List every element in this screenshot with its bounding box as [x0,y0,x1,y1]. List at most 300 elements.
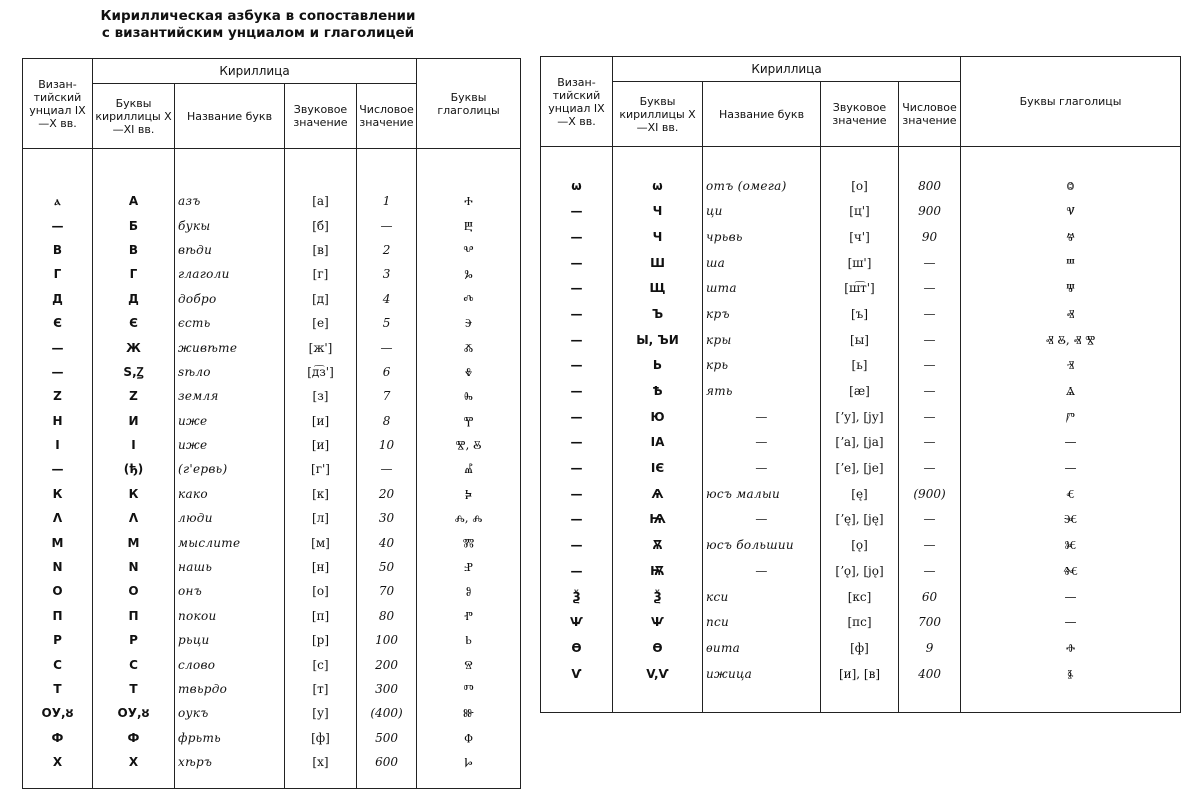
cyrillic-letter: Ч [613,224,703,250]
numeric-value: 90 [899,224,961,250]
letter-name: кры [703,327,821,353]
numeric-value: 6 [357,360,417,384]
byzantine-letter: — [541,378,613,404]
byzantine-letter: — [541,250,613,276]
numeric-value: 2 [357,238,417,262]
spacer-cell [417,774,521,789]
numeric-value: — [899,558,961,584]
numeric-value: 5 [357,311,417,335]
letter-name: рьци [175,628,285,652]
letter-name: фрьть [175,726,285,750]
glagolitic-letter: Ⱘ [961,532,1181,558]
glagolitic-letter: Ⱓ [961,404,1181,430]
table-row [541,430,1181,456]
spacer-cell [821,686,899,712]
byzantine-letter: — [541,301,613,327]
spacer-cell [285,774,357,789]
cyrillic-letter: ΙЄ [613,455,703,481]
glagolitic-letter: Ⱁ [417,579,521,603]
sound-value: [у] [285,701,357,725]
table-row [23,213,521,237]
header-glagolitic: Буквы глаголицы [961,57,1181,147]
sound-value: [д] [285,287,357,311]
letter-name: отъ (омега) [703,173,821,199]
numeric-value: 40 [357,530,417,554]
glagolitic-letter: Ⰰ [417,189,521,213]
cyrillic-letter: Ъ [613,301,703,327]
table-row [23,384,521,408]
glagolitic-letter: Ⱑ [961,378,1181,404]
numeric-value: 100 [357,628,417,652]
glagolitic-letter: Ⰵ [417,311,521,335]
cyrillic-letter: ОУ,ȣ [93,701,175,725]
cyrillic-letter: Ѧ [613,481,703,507]
letter-name: слово [175,652,285,676]
letter-name: ижица [703,661,821,687]
table-row [23,409,521,433]
glagolitic-letter: Ⰴ [417,287,521,311]
glagolitic-letter: Ⰱ [417,213,521,237]
table-row [23,335,521,359]
header-cyrillic-group: Кириллица [613,57,961,82]
cyrillic-letter: М [93,530,175,554]
glagolitic-letter: — [961,455,1181,481]
numeric-value: — [899,430,961,456]
glagolitic-letter: Ⱚ [961,635,1181,661]
cyrillic-letter: Ю [613,404,703,430]
byzantine-letter: Ѱ [541,609,613,635]
table-row [23,262,521,286]
sound-value: [ь] [821,353,899,379]
numeric-value: 1 [357,189,417,213]
table-spacer-row [23,774,521,789]
numeric-value: — [899,507,961,533]
table-row [541,609,1181,635]
table-row [23,677,521,701]
cyrillic-letter: Ш [613,250,703,276]
numeric-value: — [899,378,961,404]
cyrillic-letter: ω [613,173,703,199]
cyrillic-letter: Ѳ [613,635,703,661]
spacer-cell [23,149,93,190]
numeric-value: — [357,457,417,481]
spacer-cell [613,147,703,173]
numeric-value: 4 [357,287,417,311]
numeric-value: 800 [899,173,961,199]
header-byzantine: Визан-тийский унциал IX—X вв. [23,59,93,149]
header-sound-value: Звуковое значение [285,84,357,149]
byzantine-letter: М [23,530,93,554]
letter-name: онъ [175,579,285,603]
cyrillic-letter: К [93,482,175,506]
byzantine-letter: — [541,404,613,430]
table-row [541,173,1181,199]
byzantine-letter: — [23,213,93,237]
byzantine-letter: Ѵ [541,661,613,687]
sound-value: [м] [285,530,357,554]
spacer-cell [175,149,285,190]
cyrillic-letter: Ѭ [613,558,703,584]
spacer-cell [93,149,175,190]
table-row [541,301,1181,327]
numeric-value: 300 [357,677,417,701]
cyrillic-letter: Б [93,213,175,237]
table-row [23,189,521,213]
glagolitic-letter: Ⱙ [961,558,1181,584]
sound-value: [ʼе], [jе] [821,455,899,481]
byzantine-letter: Р [23,628,93,652]
glagolitic-letter: Ⰷ [417,360,521,384]
spacer-cell [93,774,175,789]
table-left-body [23,149,521,789]
table-spacer-row [541,686,1181,712]
byzantine-letter: — [541,198,613,224]
letter-name: нашь [175,555,285,579]
spacer-cell [821,147,899,173]
cyrillic-letter: Т [93,677,175,701]
letter-name: хѣръ [175,750,285,774]
numeric-value: 9 [899,635,961,661]
letter-name: шта [703,275,821,301]
sound-value: [е] [285,311,357,335]
letter-name: како [175,482,285,506]
glagolitic-letter: Ⱌ [961,198,1181,224]
glagolitic-letter: Ⰲ [417,238,521,262]
glagolitic-letter: Ⱗ [961,507,1181,533]
letter-name: твьрдо [175,677,285,701]
table-row [541,558,1181,584]
table-row [541,635,1181,661]
letter-name: кръ [703,301,821,327]
sound-value: [г] [285,262,357,286]
sound-value: [т] [285,677,357,701]
letter-name: — [703,558,821,584]
numeric-value: 900 [899,198,961,224]
spacer-cell [961,147,1181,173]
sound-value: [ж'] [285,335,357,359]
sound-value: [ʼę], [ję] [821,507,899,533]
sound-value: [с] [285,652,357,676]
sound-value: [ф] [285,726,357,750]
numeric-value: 600 [357,750,417,774]
table-row [23,238,521,262]
letter-name: — [703,430,821,456]
letter-name: добро [175,287,285,311]
byzantine-letter: — [541,430,613,456]
byzantine-letter: — [541,455,613,481]
title-line-2: с византийским унциалом и глаголицей [101,25,415,41]
numeric-value: 10 [357,433,417,457]
byzantine-letter: Г [23,262,93,286]
sound-value: [о] [285,579,357,603]
header-glagolitic: Буквы глаголицы [417,59,521,149]
cyrillic-letter: Ь [613,353,703,379]
alphabet-table-left [22,58,521,789]
cyrillic-letter: Ч [613,198,703,224]
sound-value: [æ] [821,378,899,404]
header-cyrillic-letters: Буквы кириллицы X—XI вв. [613,82,703,147]
table-row [23,457,521,481]
glagolitic-letter: Ⰹ [417,409,521,433]
cyrillic-letter: І [93,433,175,457]
numeric-value: — [899,532,961,558]
byzantine-letter: Н [23,409,93,433]
glagolitic-letter: Ⱏ [961,301,1181,327]
letter-name: єсть [175,311,285,335]
cyrillic-letter: Ф [93,726,175,750]
sound-value: [ы] [821,327,899,353]
byzantine-letter: Х [23,750,93,774]
byzantine-letter: N [23,555,93,579]
byzantine-letter: — [23,335,93,359]
sound-value: [х] [285,750,357,774]
byzantine-letter: — [23,360,93,384]
byzantine-letter: Ѯ [541,584,613,610]
byzantine-letter: — [541,532,613,558]
table-spacer-row [541,147,1181,173]
byzantine-letter: Ѳ [541,635,613,661]
glagolitic-letter: Ⱆ [417,701,521,725]
page-title [88,8,428,42]
byzantine-letter: — [541,353,613,379]
cyrillic-letter: Д [93,287,175,311]
glagolitic-letter: Ⱇ [417,726,521,750]
header-letter-names: Название букв [175,84,285,149]
cyrillic-letter: Щ [613,275,703,301]
sound-value: [г'] [285,457,357,481]
table-row [23,726,521,750]
glagolitic-letter: Ⱀ [417,555,521,579]
glagolitic-letter: Ⱉ [961,173,1181,199]
numeric-value: 70 [357,579,417,603]
letter-name: мыслите [175,530,285,554]
table-row [23,360,521,384]
cyrillic-letter: А [93,189,175,213]
letter-name: — [703,404,821,430]
spacer-cell [357,149,417,190]
glagolitic-letter: Ⰼ [417,457,521,481]
byzantine-letter: І [23,433,93,457]
sound-value: [в] [285,238,357,262]
glagolitic-letter: Ⱂ [417,604,521,628]
numeric-value: — [899,301,961,327]
header-numeric-value: Числовое значение [357,84,417,149]
letter-name: — [703,455,821,481]
numeric-value: 20 [357,482,417,506]
numeric-value: (900) [899,481,961,507]
byzantine-letter: С [23,652,93,676]
spacer-cell [703,147,821,173]
glagolitic-letter: Ⱅ [417,677,521,701]
letter-name: земля [175,384,285,408]
header-sound-value: Звуковое значение [821,82,899,147]
sound-value: [ф] [821,635,899,661]
table-row [23,750,521,774]
letter-name: ѳита [703,635,821,661]
numeric-value: 30 [357,506,417,530]
cyrillic-letter: С [93,652,175,676]
table-row [23,506,521,530]
letter-name: вѣди [175,238,285,262]
byzantine-letter: В [23,238,93,262]
cyrillic-letter: И [93,409,175,433]
sound-value: [б] [285,213,357,237]
cyrillic-letter: Г [93,262,175,286]
numeric-value: — [899,404,961,430]
glagolitic-letter: Ⱎ [961,250,1181,276]
letter-name: оукъ [175,701,285,725]
sound-value: [кс] [821,584,899,610]
table-row [541,275,1181,301]
sound-value: [ш͡т'] [821,275,899,301]
sound-value: [ʼа], [jа] [821,430,899,456]
cyrillic-letter: О [93,579,175,603]
sound-value: [ʼу], [jу] [821,404,899,430]
glagolitic-letter: Ⱔ [961,481,1181,507]
sound-value: [ǫ] [821,532,899,558]
numeric-value: 50 [357,555,417,579]
numeric-value: — [899,250,961,276]
letter-name: юсъ большии [703,532,821,558]
letter-name: букы [175,213,285,237]
cyrillic-letter: Ѱ [613,609,703,635]
table-row [23,287,521,311]
table-row [541,455,1181,481]
byzantine-letter: Z [23,384,93,408]
letter-name: юсъ малыи [703,481,821,507]
spacer-cell [417,149,521,190]
glagolitic-letter: Ⱈ [417,750,521,774]
letter-name: крь [703,353,821,379]
cyrillic-letter: Ѫ [613,532,703,558]
cyrillic-letter: (ђ) [93,457,175,481]
letter-name: глаголи [175,262,285,286]
byzantine-letter: П [23,604,93,628]
letter-name: покои [175,604,285,628]
glagolitic-letter: Ⰽ [417,482,521,506]
sound-value: [и] [285,409,357,433]
sound-value: [д͡з'] [285,360,357,384]
table-row [541,507,1181,533]
numeric-value: 500 [357,726,417,750]
numeric-value: 700 [899,609,961,635]
letter-name: азъ [175,189,285,213]
cyrillic-letter: Ѩ [613,507,703,533]
table-row [23,628,521,652]
sound-value: [н] [285,555,357,579]
letter-name: ѕѣло [175,360,285,384]
table-row [23,701,521,725]
sound-value: [п] [285,604,357,628]
numeric-value: 80 [357,604,417,628]
cyrillic-letter: Λ [93,506,175,530]
letter-name: иже [175,409,285,433]
table-row [23,555,521,579]
cyrillic-letter: ΙΑ [613,430,703,456]
table-row [23,579,521,603]
table-row [541,353,1181,379]
spacer-cell [541,686,613,712]
glagolitic-letter: Ⰺ, Ⰻ [417,433,521,457]
table-row [541,481,1181,507]
spacer-cell [613,686,703,712]
letter-name: иже [175,433,285,457]
glagolitic-letter: Ⱃ [417,628,521,652]
spacer-cell [899,686,961,712]
table-row [541,532,1181,558]
numeric-value: (400) [357,701,417,725]
table-row [23,311,521,335]
table-row [23,604,521,628]
header-cyrillic-group: Кириллица [93,59,417,84]
cyrillic-letter: Z [93,384,175,408]
glagolitic-letter: — [961,430,1181,456]
glagolitic-letter: Ⰸ [417,384,521,408]
numeric-value: — [357,335,417,359]
numeric-value: 7 [357,384,417,408]
byzantine-letter: — [541,327,613,353]
cyrillic-letter: N [93,555,175,579]
sound-value: [и], [в] [821,661,899,687]
sound-value: [и] [285,433,357,457]
table-row [23,482,521,506]
letter-name: люди [175,506,285,530]
letter-name: — [703,507,821,533]
byzantine-letter: — [541,481,613,507]
byzantine-letter: Λ [23,506,93,530]
sound-value: [ц'] [821,198,899,224]
byzantine-letter: — [541,507,613,533]
glagolitic-letter: Ⰳ [417,262,521,286]
cyrillic-letter: В [93,238,175,262]
table-row [23,433,521,457]
table-row [541,224,1181,250]
glagolitic-letter: Ⱍ [961,224,1181,250]
glagolitic-letter: Ⰾ, Ⰾ [417,506,521,530]
byzantine-letter: Д [23,287,93,311]
spacer-cell [357,774,417,789]
sound-value: [к] [285,482,357,506]
table-right-body [541,147,1181,713]
alphabet-table-right [540,56,1181,713]
byzantine-letter: — [541,224,613,250]
glagolitic-letter: Ⱏ Ⰻ, Ⱏ Ⰺ [961,327,1181,353]
glagolitic-letter: Ⰶ [417,335,521,359]
spacer-cell [703,686,821,712]
sound-value: [ч'] [821,224,899,250]
header-numeric-value: Числовое значение [899,82,961,147]
sound-value: [ʼǫ], [jǫ] [821,558,899,584]
glagolitic-letter: Ⰿ [417,530,521,554]
spacer-cell [285,149,357,190]
byzantine-letter: — [541,558,613,584]
spacer-cell [175,774,285,789]
sound-value: [ш'] [821,250,899,276]
header-letter-names: Название букв [703,82,821,147]
table-row [23,530,521,554]
cyrillic-letter: Є [93,311,175,335]
sound-value: [о] [821,173,899,199]
table-row [541,198,1181,224]
letter-name: пси [703,609,821,635]
table-row [541,327,1181,353]
glagolitic-letter: Ⱛ [961,661,1181,687]
byzantine-letter: К [23,482,93,506]
byzantine-letter: О [23,579,93,603]
table-row [541,250,1181,276]
numeric-value: — [357,213,417,237]
byzantine-letter: Ф [23,726,93,750]
